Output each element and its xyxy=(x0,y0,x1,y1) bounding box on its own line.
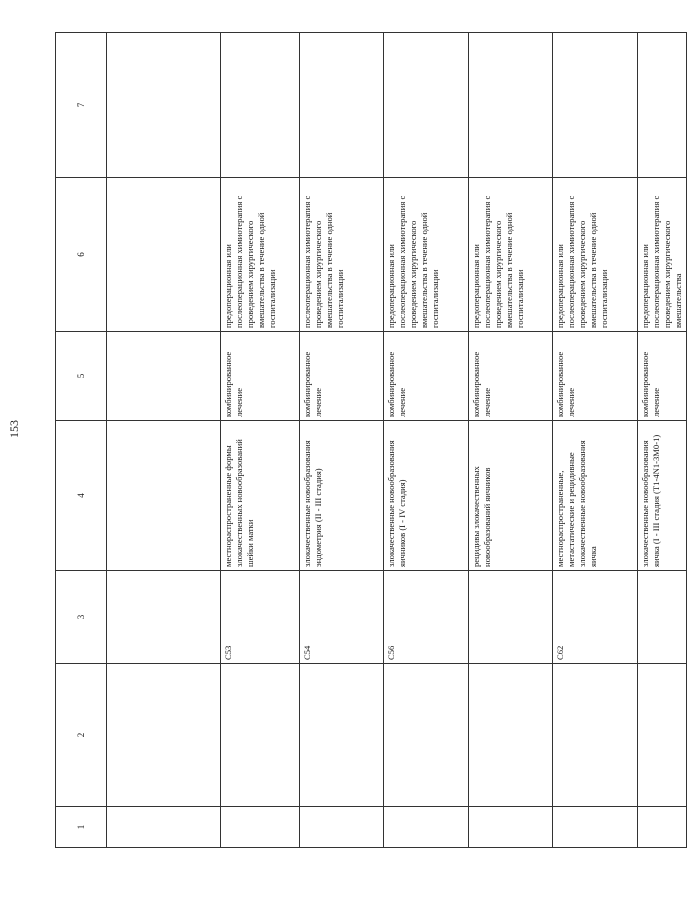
table-row xyxy=(384,33,469,848)
spacer-cell xyxy=(107,33,221,178)
icd-code-cell: C56 xyxy=(384,571,469,664)
spacer-cell xyxy=(107,332,221,421)
page-number: 153 xyxy=(7,420,21,438)
icd-code-cell xyxy=(469,571,553,664)
treatment-type-cell: комбинированное лечение xyxy=(384,332,469,421)
table-row xyxy=(300,33,384,848)
column-header-6: 6 xyxy=(56,178,107,332)
icd-code-cell: C53 xyxy=(221,571,300,664)
icd-code-cell: C62 xyxy=(553,571,638,664)
treatment-method-cell: предоперационная или послеоперационная химиотерапия с проведением хирургического вмешательства в течение одной госпитализации xyxy=(384,178,469,332)
diagnosis-cell: местнораспространенные, метастатические и рецидивные злокачественные новообразования яичка xyxy=(553,421,638,571)
column-header-7: 7 xyxy=(56,33,107,178)
column-number-row xyxy=(56,33,107,848)
column-header-5: 5 xyxy=(56,332,107,421)
column-header-2: 2 xyxy=(56,664,107,807)
column-header-1: 1 xyxy=(56,807,107,848)
diagnosis-cell: злокачественные новообразования эндометрия (II - III стадия) xyxy=(300,421,384,571)
diagnosis-cell: рецидивы злокачественных новообразований яичников xyxy=(469,421,553,571)
icd-code-cell xyxy=(638,571,687,664)
column-header-4: 4 xyxy=(56,421,107,571)
treatment-method-cell: предоперационная или послеоперационная химиотерапия с проведением хирургического вмешательства в течение одной госпитализации xyxy=(553,178,638,332)
treatment-table xyxy=(55,32,687,848)
diagnosis-cell: местнораспространенные формы злокачественных новообразований шейки матки xyxy=(221,421,300,571)
treatment-method-cell: предоперационная или послеоперационная химиотерапия с проведением хирургического вмешательства xyxy=(638,178,687,332)
diagnosis-cell: злокачественные новообразования яичка (I - III стадия (T1-4N1-3M0-1) xyxy=(638,421,687,571)
spacer-cell xyxy=(107,178,221,332)
spacer-cell xyxy=(107,807,221,848)
table-row xyxy=(553,33,638,848)
treatment-type-cell: комбинированное лечение xyxy=(469,332,553,421)
column-header-3: 3 xyxy=(56,571,107,664)
diagnosis-cell: злокачественные новообразования яичников (I - IV стадия) xyxy=(384,421,469,571)
treatment-type-cell: комбинированное лечение xyxy=(300,332,384,421)
spacer-cell xyxy=(107,664,221,807)
treatment-type-cell: комбинированное лечение xyxy=(553,332,638,421)
treatment-type-cell: комбинированное лечение xyxy=(221,332,300,421)
table-row xyxy=(638,33,687,848)
treatment-method-cell: послеоперационная химиотерапия с проведением хирургического вмешательства в течение одной госпитализации xyxy=(300,178,384,332)
treatment-method-cell: предоперационная или послеоперационная химиотерапия с проведением хирургического вмешательства в течение одной госпитализации xyxy=(469,178,553,332)
spacer-cell xyxy=(107,421,221,571)
spacer-cell xyxy=(107,571,221,664)
treatment-type-cell: комбинированное лечение xyxy=(638,332,687,421)
treatment-method-cell: предоперационная или послеоперационная химиотерапия с проведением хирургического вмешательства в течение одной госпитализации xyxy=(221,178,300,332)
table-row xyxy=(221,33,300,848)
icd-code-cell: C54 xyxy=(300,571,384,664)
rotated-table-container xyxy=(55,33,683,848)
table-row xyxy=(469,33,553,848)
spacer-row xyxy=(107,33,221,848)
